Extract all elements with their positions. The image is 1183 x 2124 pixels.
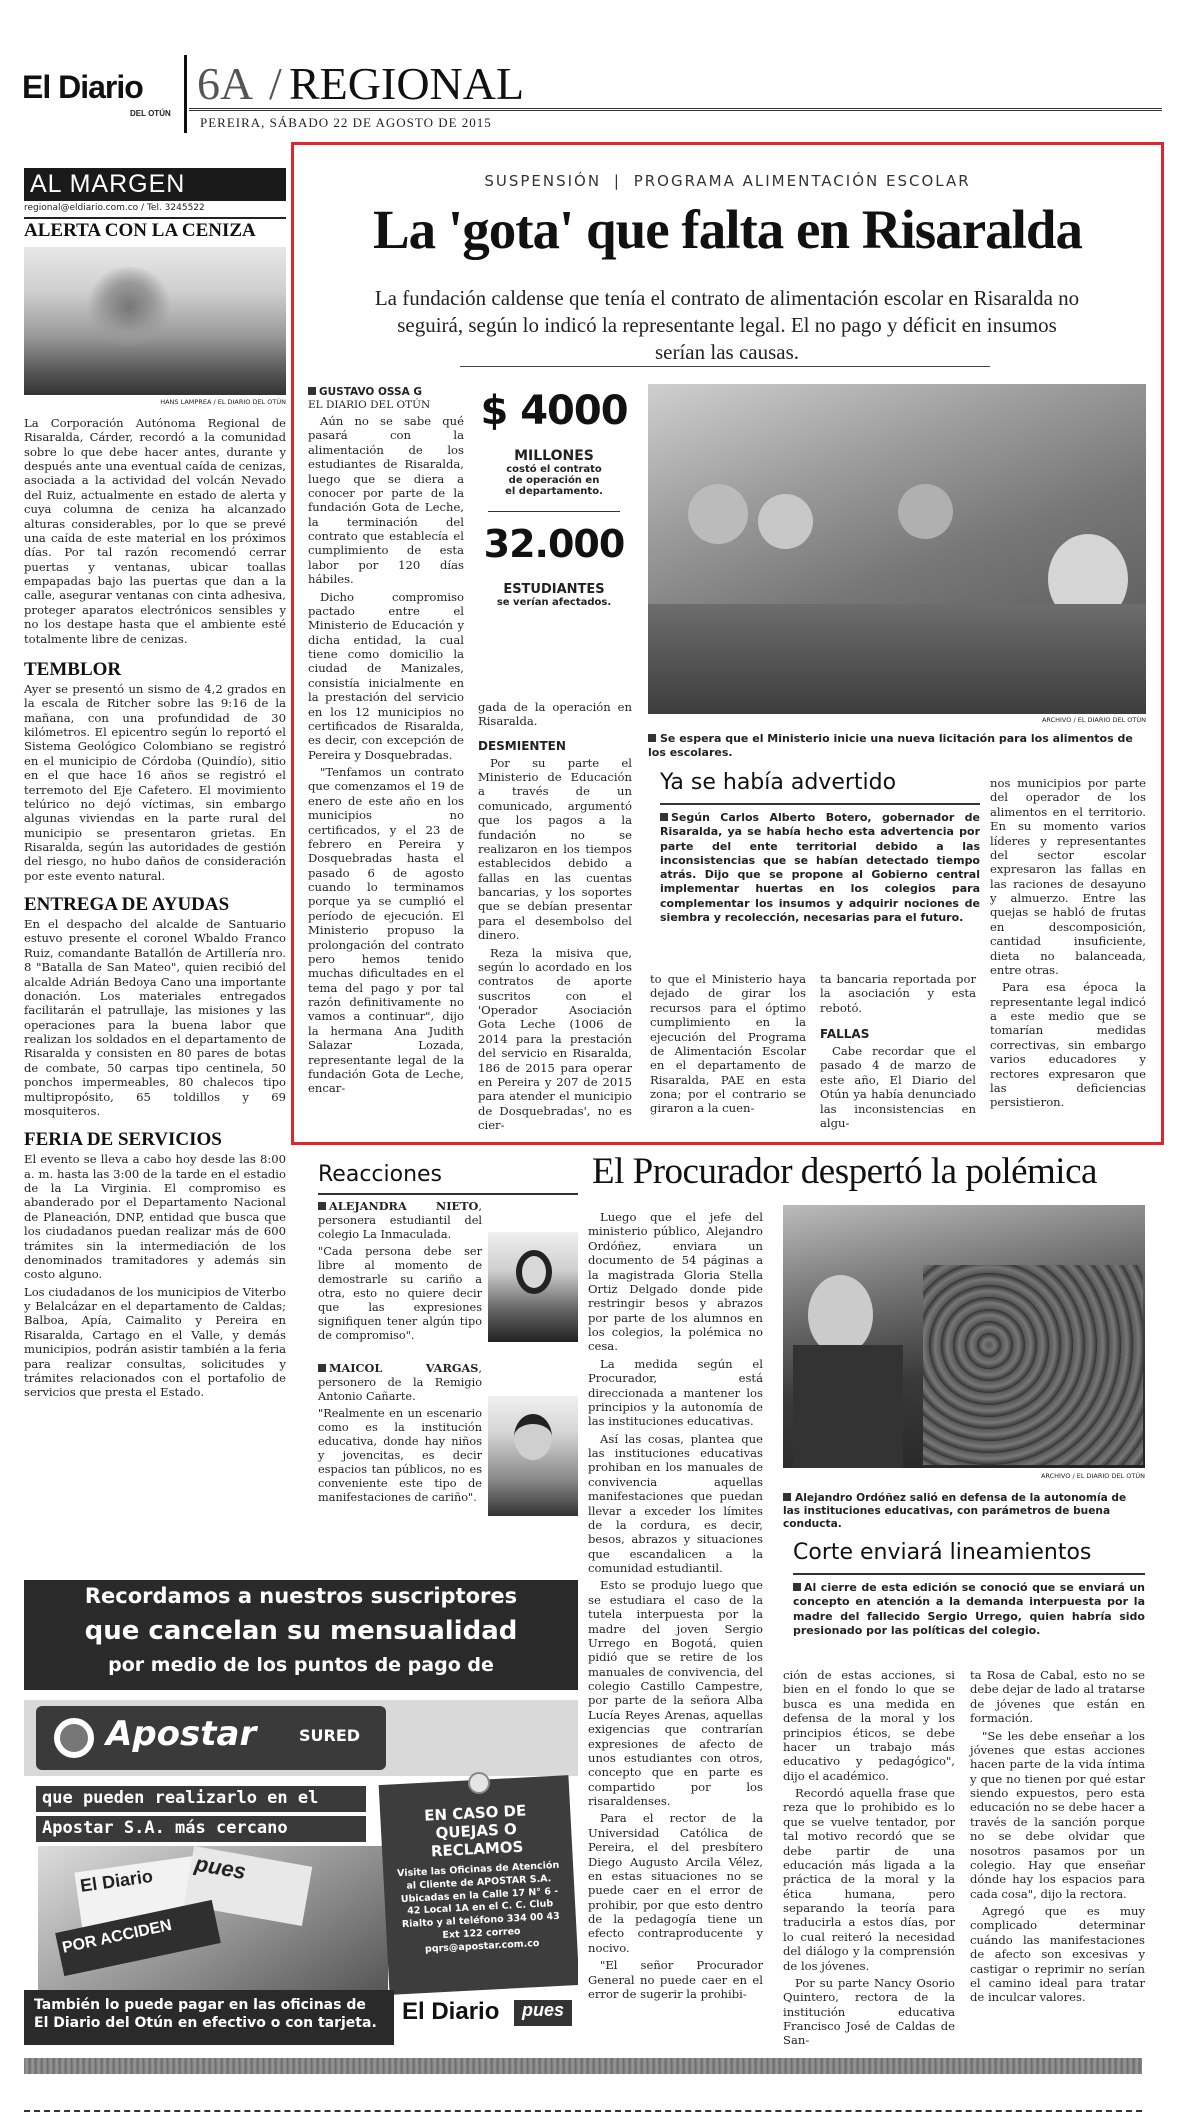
margin-header-bar (24, 168, 286, 201)
byline: GUSTAVO OSSA G (308, 386, 464, 399)
school-lunch-photo (648, 384, 1146, 714)
procurador-col3: ta Rosa de Cabal, esto no se debe dejar de lado al tratarse de jóvenes que están en formación. "Se les debe enseñar a los jóvenes que estas acciones hacen parte de la vida íntima y que no tienen por qué estar siendo expuestos, pero esta educación no se debe hacer a través de la sanción porque no se debe olvidar que nosotros pasamos por un colegio. Hay que enseñar dónde hay los espacios para cada cosa", dijo la rectora. Agregó que es muy complicado determinar cuándo las manifestaciones de afecto son excesivas y castigar o reprimir no serían el camino ideal para tratar de inculcar valores. (970, 1668, 1145, 2005)
procurador-headline: El Procurador despertó la polémica (592, 1151, 1097, 1192)
masthead-divider (184, 55, 187, 133)
stat-box (478, 388, 630, 608)
margin-contact: regional@eldiario.com.co / Tel. 3245522 (24, 203, 205, 213)
reactions-title: Reacciones (318, 1162, 443, 1187)
paper-1: El Diario (74, 1856, 201, 1932)
reactions (318, 1162, 578, 1508)
aid-heading: ENTREGA DE AYUDAS (24, 894, 230, 916)
advertido-title: Ya se había advertido (660, 770, 897, 795)
stat2-text: se verían afectados. (496, 597, 612, 608)
apostar-ad (24, 1560, 578, 2045)
main-kicker: SUSPENSIÓN | PROGRAMA ALIMENTACIÓN ESCOLAR (484, 172, 971, 190)
section-title: REGIONAL (289, 58, 525, 109)
masthead-logo-sub: DEL OTÚN (130, 109, 171, 118)
ash-heading: ALERTA CON LA CENIZA (24, 220, 256, 241)
stat2-unit: ESTUDIANTES (503, 582, 605, 597)
main-col5: nos municipios por parte del operador de los alimentos en el territorio. En su momento varios líderes y representantes del sector escolar expresaron las fallas en las raciones de desayuno y almuerzo. Entre las quejas se habló de frutas en descomposición, cantidad insuficiente, dieta no balanceada, entre otras. Para esa época la representante legal indicó a este medio que se tomarían medidas correctivas, sin embargo varios educadores y rectores expresaron que las deficiencias persistieron. (990, 776, 1146, 1110)
procurador-photo (783, 1205, 1145, 1468)
volcano-photo (24, 247, 286, 395)
procurador-col1: Luego que el jefe del ministerio público, Alejandro Ordóñez, enviara un documento de 54 páginas a la magistrada Gloria Stella Ortiz Delgado donde pide restringir besos y abrazos por parte de los alumnos en los colegios, la polémica no cesa. La medida según el Procurador, está direccionada a mantener los principios y la autonomía de las instituciones educativas. Así las cosas, plantea que las instituciones educativas prohiban en los manuales de convivencia aquellas manifestaciones que puedan llevar a exceder los límites de la cordura, es decir, besos, abrazos y situaciones que escandalicen a la comunidad estudiantil. Esto se produjo luego que se estudiara el caso de la tutela interpuesta por la madre del joven Sergio Urrego en Bogotá, quien pidió que se retire de los manuales de convivencia, del colegio Castillo Campestre, por parte de la señora Alba Lucía Reyes Arenas, aquellas exigencias que contrarían expresiones de afecto de unos estudiantes con otros, concepto que en parte es compartido por los risaraldenses. Para el rector de la Universidad Católica de Pereira, el del presbítero Diego Augusto Arcila Vélez, en estas situaciones no se puede caer en el error de prohibir, por que esto dentro de la pedagogía tiene un efecto contraproducente y nocivo. "El señor Procurador General no puede caer en el error de sugerir la prohibi- (588, 1210, 763, 2001)
margin-column (24, 168, 286, 1533)
kicker-right: PROGRAMA ALIMENTACIÓN ESCOLAR (633, 172, 971, 190)
ad-diario-logo: El Diario (402, 1998, 500, 2025)
main-col3: to que el Ministerio haya dejado de girar los recursos para el óptimo cumplimiento en la ejecución del Programa de Alimentación Escolar en el departamento de Risaralda, PAE en esta zona; por el contrario se giraron a la cuen- (650, 972, 806, 1116)
fair-heading: FERIA DE SERVICIOS (24, 1129, 222, 1151)
main-col2: gada de la operación en Risaralda. DESMIENTEN Por su parte el Ministerio de Educación a través de un comunicado, argumentó que los pagos a la fundación no se realizaron en los tiempos establecidos debido a fallas en las cuentas bancarias, y los soportes que se debían presentar para el desembolso del dinero. Reza la misiva que, según lo acordado en los contratos de aporte suscritos con el 'Operador Asociación Gota Leche (1006 de 2014 para la prestación del servicio en Risaralda, 186 de 2015 para operar en Pereira y 207 de 2015 para atender el municipio de Dosquebradas', no es cier- (478, 700, 632, 1132)
reaction-2-photo (488, 1396, 578, 1516)
reaction-2: MAICOL VARGAS, personero de la Remigio Antonio Cañarte. "Realmente en un escenario como es la institución educativa, donde hay niños y jovencitas, es decir espacios tan públicos, no es conveniente este tipo de manifestaciones de cariño". (318, 1361, 482, 1504)
complaints-pin (468, 1772, 490, 1794)
ad-line5: Apostar S.A. más cercano (36, 1816, 366, 1842)
school-photo-credit: ARCHIVO / EL DIARIO DEL OTÚN (1041, 716, 1146, 724)
reaction-1: ALEJANDRA NIETO, personera estudiantil del colegio La Inmaculada. "Cada persona debe ser libre al momento de demostrarle su cariño a otra, esto no quiere decir que las expresiones signifiquen tener algún tipo de compromiso". (318, 1199, 482, 1342)
paper-3: POR ACCIDEN (55, 1900, 221, 1976)
masthead (22, 55, 1162, 135)
stat1-value: $ 4000 (480, 388, 628, 434)
corte-lead: Al cierre de esta edición se conoció que se enviará un concepto en atención a la demanda interpuesta por la madre del fallecido Sergio Urrego, quien habría sido presionado por las políticas del colegio. (793, 1581, 1145, 1637)
complaints-box (379, 1775, 578, 1995)
ad-footer: También lo puede pagar en las oficinas de El Diario del Otún en efectivo o con tarjeta. (24, 1990, 394, 2045)
ad-line1: Recordamos a nuestros suscriptores (84, 1584, 518, 1608)
margin-title: AL MARGEN (30, 170, 186, 198)
corte-title: Corte enviará lineamientos (793, 1540, 1092, 1565)
bottom-rule (24, 2110, 1142, 2112)
school-photo-caption: Se espera que el Ministerio inicie una nueva licitación para los alimentos de los escolares. (648, 732, 1133, 759)
volcano-photo-credit: HANS LAMPREA / EL DIARIO DEL OTÚN (160, 397, 286, 406)
masthead-rule (189, 108, 1162, 111)
corte-box (785, 1540, 1145, 1638)
complaints-text: Visite las Oficinas de Atención al Cliente de APOSTAR S.A. Ubicadas en la Calle 17 N° 6 - 42 Local 1A en el C. C. Club Rialto y al teléfono 334 00 43 Ext 122 correo pqrs@apostar.com.co (396, 1859, 561, 1955)
stat1-unit: MILLONES (514, 448, 594, 464)
fair-text: El evento se lleva a cabo hoy desde las 8:00 a. m. hasta las 3:00 de la tarde en el estadio de la La Virginia. El compromiso es abanderado por el Departamento Nacional de Planeación, DNP, entidad que busca que los ciudadanos puedan realizar más de 600 trámites sin la intermediación de los denominados tramitadores y además sin costo alguno. Los ciudadanos de los municipios de Viterbo y Belalcázar en el departamento de Caldas; Balboa, Apía, Caimalito y Pereira en Risaralda, Cartago en el Valle, y demás municipios, podrán asistir también a la feria para realizar consultas, solicitudes y trámites relacionados con el portafolio de servicios que presta el Estado. (24, 1152, 286, 1400)
page-slash: / (269, 58, 282, 109)
reaction-1-name: ALEJANDRA NIETO (329, 1199, 479, 1213)
ad-line4: que pueden realizarlo en el (36, 1786, 366, 1812)
deck-rule (460, 366, 990, 367)
paper-2: pues (184, 1846, 313, 1926)
stat2-value: 32.000 (483, 522, 625, 566)
main-col1: GUSTAVO OSSA G EL DIARIO DEL OTÚN Aún no se sabe qué pasará con la alimentación de los estudiantes de Risaralda, luego que se diera a conocer por parte de la fundación Gota de Leche, la terminación del contrato que establecía el cumplimiento de esta labor por 120 días hábiles. Dicho compromiso pactado entre el Ministerio de Educación y dicha entidad, la cual tiene como domicilio la ciudad de Manizales, consistía inicialmente en la prestación del servicio en los 12 municipios no certificados de Risaralda, es decir, con excepción de Pereira y Dosquebradas. "Tenfamos un contrato que comenzamos el 19 de enero de este año en los municipios no certificados, y el 23 de febrero en Pereira y Dosquebradas hasta el pasado 6 de agosto cuando lo terminamos porque ya se cumplió el período de ejecución. El Ministerio propuso la prolongación del contrato pero hemos tenido muchas dificultades en el tema del pago y por tal razón definitivamente no vamos a continuar", dijo la hermana Ana Judith Salazar Lozada, representante legal de la fundación Gota de Leche, encar- (308, 386, 464, 1096)
papers-illustration (38, 1846, 388, 1994)
advertido-rule (660, 803, 980, 805)
byline-org: EL DIARIO DEL OTÚN (308, 399, 431, 412)
advertido-lead: Según Carlos Alberto Botero, gobernador de Risaralda, ya se había hecho esta advertencia por parte del ente territorial debido a las inconsistencias que se habían detectado tiempo atrás. Dijo que se propone al Gobierno central implementar huertas en los colegios para complementar los insumos y adquirir nociones de siembra y recolección, necesarias para el futuro. (660, 811, 980, 925)
stat1-text: costó el contrato de operación en el departamento. (505, 464, 603, 497)
quake-heading: TEMBLOR (24, 658, 122, 680)
quake-text: Ayer se presentó un sismo de 4,2 grados en la escala de Ritcher sobre las 9:16 de la mañana, con una profundidad de 30 kilómetros. El epicentro según lo reportó el Sistema Geológico Colombiano se registró en el municipio de Córdoba (Quindío), sitio en el que hace 16 años se registró el terremoto del Eje Cafetero. El movimiento telúrico no dejó víctimas, sin embargo algunas viviendas en la parte rural del municipio se presentaron grietas. En Risaralda, según las autoridades de gestión del riesgo, no hubo daños de consideración por este evento natural. (24, 681, 286, 883)
apostar-logo-text: Apostar (106, 1714, 257, 1754)
ad-line3: por medio de los puntos de pago de (108, 1654, 494, 1676)
apostar-logo-icon (54, 1718, 94, 1758)
margin-rule (24, 217, 286, 219)
procurador-photo-caption: Alejandro Ordóñez salió en defensa de la autonomía de las instituciones educativas, con parámetros de buena conducta. (783, 1492, 1127, 1531)
main-deck: La fundación caldense que tenía el contrato de alimentación escolar en Risaralda no seguirá, según lo indicó la representante legal. El no pago y déficit en insumos serían las causas. (374, 286, 1080, 364)
ad-pues-logo: pues (514, 2000, 572, 2026)
advertido-box (650, 770, 980, 925)
ash-text: La Corporación Autónoma Regional de Risaralda, Cárder, recordó a la comunidad sobre lo que debe hacer antes, durante y después ante una eventual caída de cenizas, asociada a la actividad del volcán Nevado del Ruiz, actualmente en estado de alerta y cuya columna de ceniza ha alcanzado alturas considerables, por lo que se prevé una caída de este material en los próximos días. Por tal razón recomendó cerrar puertas y ventanas, ubicar toallas empapadas bajo las puertas que dan a la calle, asegurar ventanas con cinta adhesiva, proteger aparatos electrónicos sensibles y no los destape hasta que el ambiente esté totalmente libre de cenizas. (24, 415, 286, 646)
fallas-subhead: FALLAS (820, 1027, 870, 1042)
stat-divider (488, 511, 620, 512)
procurador-photo-credit: ARCHIVO / EL DIARIO DEL OTÚN (1040, 1472, 1145, 1480)
desmienten-subhead: DESMIENTEN (478, 738, 566, 753)
complaints-title: EN CASO DE QUEJAS O RECLAMOS (423, 1801, 527, 1861)
main-headline: La 'gota' que falta en Risaralda (373, 199, 1082, 260)
reaction-1-photo (488, 1232, 578, 1342)
page-number: 6A (197, 58, 254, 109)
masthead-logo: El Diario (22, 69, 143, 105)
aid-text: En el despacho del alcalde de Santuario estuvo presente el coronel Wbaldo Franco Ruiz, comandante Batallón de Artillería nro. 8 "Batalla de San Mateo", quien recibió del alcalde Adrián Bedoya Cano una importante donación. Los materiales entregados facilitarán el patrullaje, las misiones y las operaciones para la buena labor que realizan los soldados en el departamento de Risaralda y consisten en 80 pares de botas de combate, 50 carpas tipo centinela, 50 ponchos impermeables, 80 chalecos tipo multipropósito, 65 toldillos y 69 mosquiteros. (24, 917, 286, 1118)
reaction-2-name: MAICOL VARGAS (329, 1361, 479, 1375)
main-col4: ta bancaria reportada por la asociación y esta rebotó. FALLAS Cabe recordar que el pasado 4 de marzo de este año, El Diario del Otún ya había denunciado las inconsistencias en algu- (820, 972, 976, 1130)
ad-line2: que cancelan su mensualidad (84, 1616, 518, 1646)
bottom-band (24, 2058, 1142, 2074)
sured-logo: SURED (299, 1726, 361, 1745)
procurador-col2: ción de estas acciones, si bien en el fondo lo que se busca es una medida en defensa de la moral y los principios éticos, se debe hacer un trabajo más educativo y pedagógico", dijo el académico. Recordó aquella frase que reza que lo prohibido es lo que se vuelve tentador, por tal motivo recordó que se debe partir de una educación más ligada a la práctica de la moral y la ética humana, pero separando la teoría para traducirla a estos días, por lo cual reiteró la necesidad del diálogo y la comprensión de los jóvenes. Por su parte Nancy Osorio Quintero, rectora de la institución educativa Francisco José de Caldas de San- (783, 1668, 955, 2048)
kicker-left: SUSPENSIÓN (484, 172, 602, 190)
dateline: PEREIRA, SÁBADO 22 DE AGOSTO DE 2015 (200, 115, 492, 130)
